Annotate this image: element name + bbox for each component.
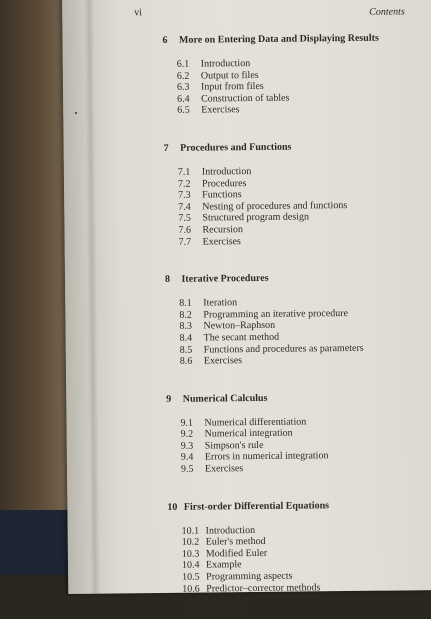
- section-number: 9.2: [180, 428, 194, 441]
- section-item: [182, 603, 431, 618]
- section-number: 7.1: [177, 166, 191, 178]
- section-title: Newton–Raphson: [203, 320, 276, 332]
- page-gutter: [84, 0, 100, 594]
- section-title: Programming an iterative procedure: [203, 307, 349, 321]
- chapter-title: Numerical Calculus: [182, 392, 268, 405]
- section-title: Simpson's rule: [204, 439, 264, 452]
- section-number: 8.1: [179, 297, 192, 309]
- chapter-heading: [162, 32, 431, 49]
- section-title: Functions: [202, 189, 242, 201]
- section-number: 9.5: [180, 463, 194, 475]
- section-title: Example: [205, 559, 242, 571]
- section-number: 7.6: [178, 224, 192, 236]
- section-number: 10.8: [182, 606, 201, 618]
- ink-speck: [75, 112, 77, 114]
- chapter-7: [164, 140, 431, 248]
- page-number: vi: [134, 7, 143, 19]
- background-bottom: [0, 510, 70, 575]
- section-title: Numerical integration: [204, 427, 293, 440]
- section-title: Errors in numerical integration: [204, 450, 329, 463]
- section-number: 10.7: [182, 594, 200, 606]
- section-title: Modified Euler: [205, 547, 268, 560]
- section-title: Input from files: [200, 81, 264, 93]
- section-title: Procedures: [201, 177, 247, 190]
- chapter-number: 6: [162, 34, 168, 46]
- section-number: 9.3: [180, 440, 194, 452]
- section-title: The secant method: [203, 331, 280, 344]
- chapter-heading: [164, 140, 431, 157]
- chapter-10: [167, 498, 431, 618]
- section-title: Programming aspects: [206, 570, 293, 583]
- section-number: 8.2: [179, 309, 192, 321]
- section-title: Introduction: [205, 524, 256, 537]
- section-number: 7.3: [178, 189, 191, 201]
- section-number: 6.3: [176, 81, 190, 93]
- section-title: Structured program design: [202, 211, 310, 224]
- chapter-title: Iterative Procedures: [181, 272, 269, 285]
- section-list: [179, 295, 431, 368]
- section-number: 10.6: [182, 583, 200, 595]
- section-title: Exercises: [204, 463, 244, 475]
- chapter-heading: [165, 271, 431, 288]
- chapter-number: 7: [163, 142, 169, 154]
- chapter-title: Procedures and Functions: [180, 141, 292, 154]
- section-number: 10.4: [181, 560, 200, 572]
- section-list: [178, 164, 431, 248]
- section-number: 8.4: [179, 332, 193, 344]
- section-number: 7.4: [178, 201, 191, 213]
- background-left: [0, 0, 70, 575]
- chapter-9: [166, 390, 431, 475]
- section-title: Exercises: [202, 235, 241, 248]
- section-number: 6.2: [176, 70, 190, 82]
- section-number: 10.3: [181, 548, 200, 560]
- section-list: [182, 522, 431, 618]
- book-page: [62, 0, 431, 618]
- chapter-number: 10: [167, 501, 178, 513]
- section-number: 9.4: [180, 452, 194, 464]
- section-title: Introduction: [200, 58, 251, 70]
- section-title: Exercises: [201, 104, 240, 116]
- running-title: Contents: [369, 6, 405, 18]
- section-title: Numerical differentiation: [204, 416, 307, 429]
- section-number: 7.2: [177, 178, 191, 190]
- section-title: Nesting of procedures and functions: [202, 199, 348, 213]
- section-item: [177, 102, 431, 117]
- section-number: 9.1: [180, 417, 194, 429]
- section-number: 7.5: [178, 213, 191, 225]
- contents-list: [134, 4, 431, 619]
- section-number: 6.4: [177, 93, 190, 105]
- section-number: 6.1: [176, 58, 190, 70]
- section-title: Functions and procedures as parameters: [203, 342, 364, 356]
- section-title: Exercises: [203, 355, 243, 367]
- running-head: [134, 4, 431, 25]
- chapter-heading: [167, 498, 431, 515]
- section-list: [177, 56, 431, 117]
- section-title: Iteration: [203, 297, 238, 309]
- section-item: [179, 233, 431, 248]
- section-number: 8.6: [179, 355, 193, 367]
- section-title: Exercises: [206, 605, 245, 618]
- section-list: [180, 414, 431, 475]
- section-number: 6.5: [177, 105, 190, 117]
- section-number: 10.1: [181, 525, 200, 537]
- section-title: Euler's method: [205, 536, 266, 548]
- section-number: 8.3: [179, 320, 193, 333]
- chapter-title: More on Entering Data and Displaying Results: [178, 32, 379, 46]
- chapter-8: [165, 271, 431, 368]
- chapter-6: [162, 32, 431, 117]
- section-title: Output to files: [200, 69, 259, 82]
- section-number: 10.2: [181, 536, 200, 549]
- chapter-number: 8: [164, 274, 171, 286]
- section-number: 10.5: [182, 571, 200, 583]
- section-title: Introduction: [201, 165, 252, 178]
- chapter-title: First-order Differential Equations: [183, 499, 330, 513]
- section-number: 7.7: [178, 236, 192, 248]
- section-title: Recursion: [202, 224, 244, 236]
- section-title: Predictor–corrector methods: [206, 581, 321, 595]
- section-item: [180, 353, 431, 368]
- section-item: [181, 461, 431, 476]
- section-title: Comment: [206, 594, 246, 606]
- section-title: Construction of tables: [201, 92, 290, 105]
- section-number: 8.5: [179, 344, 193, 356]
- chapter-heading: [166, 390, 431, 407]
- chapter-number: 9: [166, 393, 172, 405]
